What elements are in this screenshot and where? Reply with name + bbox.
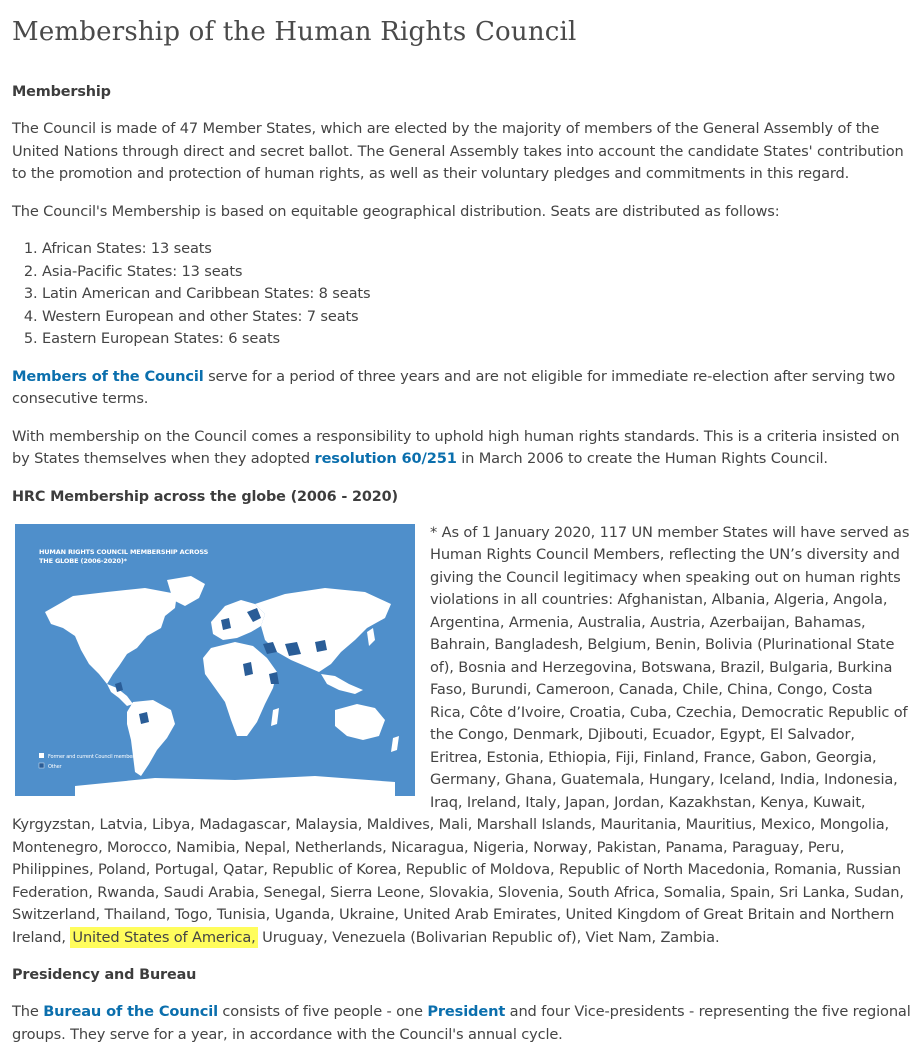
member-states-text: * As of 1 January 2020, 117 UN member States will have served as Human Rights Council Members, reflecting the UN’s diversity and giving the Council legitimacy when speaking out on human rights violations in all countries: Afghanistan, Albania, Algeria, Angola, Argentina, Armenia, Australia, Austria, Azerbaijan, Bahamas, Bahrain, Bangladesh, Belgium, Benin, Bolivia (Plurinational State of), Bosnia and Herzegovina, Botswana, Brazil, Bulgaria, Burkina Faso, Burundi, Cameroon, Canada, Chile, China, Congo, Costa Rica, Côte d’Ivoire, Croatia, Cuba, Czechia, Democratic Republic of the Congo, Denmark, Djibouti, Ecuador, Egypt, El Salvador, Eritrea, Estonia, Ethiopia, Fiji, Finland, France, Gabon, Georgia, Germany, Ghana, Guatemala, Hungary, Iceland, India, Indonesia, Iraq, Ireland, Italy, Japan, Jordan, Kazakhstan, Kenya, Kuwait, Kyrgyzstan, Latvia, Libya, Madagascar, Malaysia, Maldives, Mali, Marshall Islands, Mauritania, Mauritius, Mexico, Mongolia, Montenegro, Morocco, Namibia, Nepal, Netherlands, Nicaragua, Nigeria, Norway, Pakistan, Panama, Paraguay, Peru, Philippines, Poland, Portugal, Qatar, Republic of Korea, Republic of Moldova, Republic of North Macedonia, Romania, Russian Federation, Rwanda, Saudi Arabia, Senegal, Sierra Leone, Slovakia, Slovenia, South Africa, Somalia, Spain, Sri Lanka, Sudan, Switzerland, Thailand, Togo, Tunisia, Uganda, Ukraine, United Arab Emirates, United Kingdom of Great Britain and Northern Ireland,: [12, 523, 910, 946]
legend-former-swatch: [39, 753, 44, 758]
legend-other-swatch: [39, 763, 44, 768]
presidency-paragraph: [12, 1001, 911, 1046]
resolution-link[interactable]: resolution 60/251: [314, 450, 457, 467]
map-title-line-2: THE GLOBE (2006-2020)*: [39, 556, 127, 565]
list-item: 4. Western European and other States: 7 seats: [42, 306, 911, 329]
globe-heading: HRC Membership across the globe (2006 - 2020): [12, 488, 398, 505]
map-title-line-1: HUMAN RIGHTS COUNCIL MEMBERSHIP ACROSS: [39, 547, 209, 556]
responsibility-text-end: in March 2006 to create the Human Rights Council.: [456, 450, 828, 467]
presidency-heading: Presidency and Bureau: [12, 967, 197, 983]
responsibility-text: With membership on the Council comes a responsibility to uphold high human rights standards. This is a criteria insisted on by States themselves when they adopted: [12, 427, 900, 467]
list-item: 1. African States: 13 seats: [42, 238, 911, 261]
member-states-text-end: Uruguay, Venezuela (Bolivarian Republic of), Viet Nam, Zambia.: [257, 928, 720, 946]
bureau-of-council-link[interactable]: Bureau of the Council: [43, 1003, 218, 1020]
presidency-text-1: The: [12, 1003, 44, 1020]
list-item: 3. Latin American and Caribbean States: 8 seats: [42, 283, 911, 306]
responsibility-paragraph: [12, 426, 911, 471]
page-title: Membership of the Human Rights Council: [12, 17, 577, 47]
legend-former-label: Former and current Council members: [48, 753, 137, 760]
other-country-shape: [315, 640, 327, 652]
legend-other-label: Other: [48, 763, 62, 770]
president-link[interactable]: President: [427, 1003, 506, 1020]
membership-world-map: [15, 524, 415, 796]
members-of-council-link[interactable]: Members of the Council: [12, 367, 204, 385]
membership-paragraph-2: The Council's Membership is based on equitable geographical distribution. Seats are distributed as follows:: [12, 202, 780, 220]
presidency-text-2: consists of five people - one: [217, 1003, 428, 1020]
world-map-svg: [15, 524, 415, 796]
members-paragraph: [12, 366, 911, 411]
membership-paragraph-1: The Council is made of 47 Member States, which are elected by the majority of members of the General Assembly of the United Nations through direct and secret ballot. The General Assembly takes into account the candidate States' contribution to the promotion and protection of human rights, as well as their voluntary pledges and commitments in this regard.: [12, 120, 904, 182]
seats-list: [12, 238, 911, 351]
members-text: serve for a period of three years and are not eligible for immediate re-election after serving two consecutive terms.: [12, 367, 896, 407]
highlighted-usa: United States of America,: [72, 928, 256, 946]
membership-heading: Membership: [12, 84, 111, 100]
presidency-text-3: and four Vice-presidents - representing the five regional groups. They serve for a year, in accordance with the Council's annual cycle.: [12, 1003, 911, 1043]
list-item: 2. Asia-Pacific States: 13 seats: [42, 261, 911, 284]
list-item: 5. Eastern European States: 6 seats: [42, 328, 911, 351]
